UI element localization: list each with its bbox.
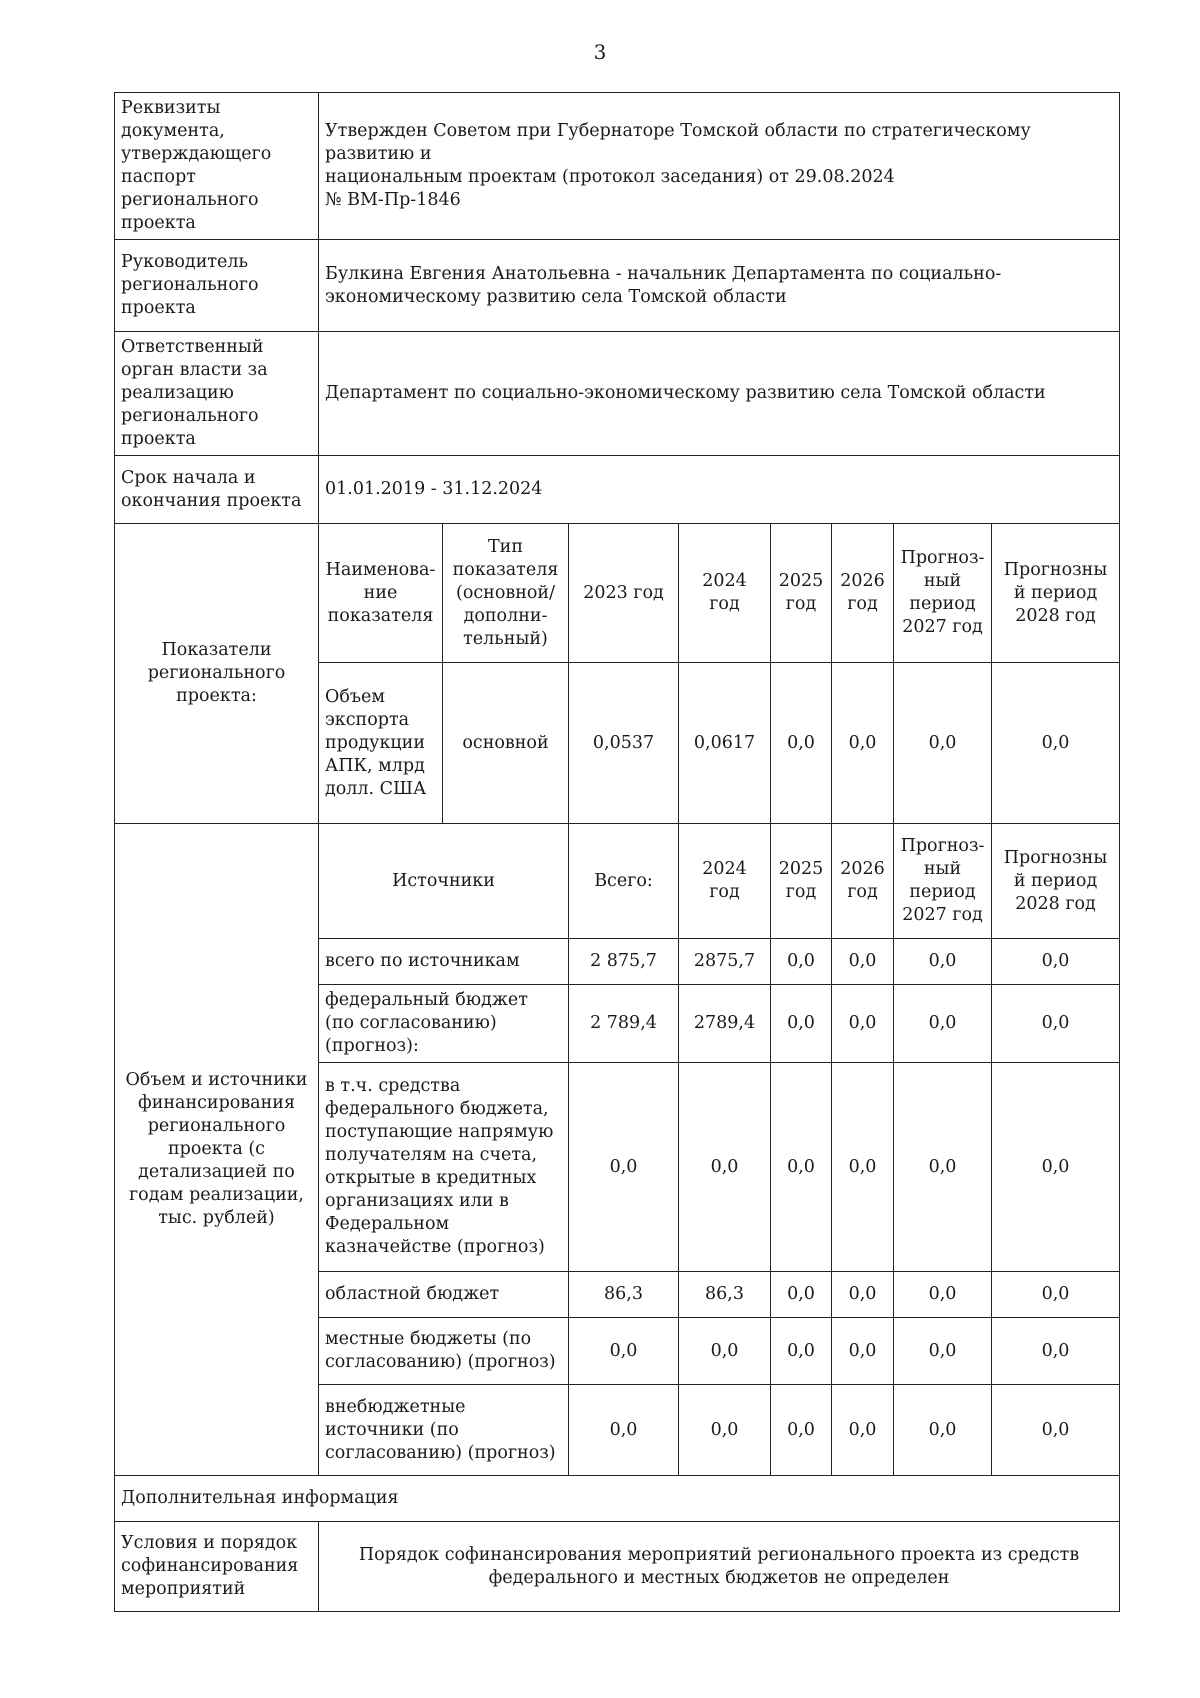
financing-2027: 0,0 (894, 1385, 992, 1476)
financing-source-header: Источники (319, 824, 569, 939)
indicator-2026-value: 0,0 (832, 663, 894, 824)
financing-total-header: Всего: (569, 824, 679, 939)
financing-2027: 0,0 (894, 1318, 992, 1385)
details-value-line: № ВМ-Пр-1846 (325, 190, 461, 210)
financing-2027: 0,0 (894, 985, 992, 1063)
financing-source: внебюджетные источники (по согласованию) (прогноз) (319, 1385, 569, 1476)
financing-2025: 0,0 (771, 1318, 832, 1385)
indicator-2027-header: Прогноз-ный период 2027 год (894, 524, 992, 663)
financing-2025: 0,0 (771, 1063, 832, 1272)
indicator-2023-value: 0,0537 (569, 663, 679, 824)
conditions-label: Условия и порядок софинансирования мероприятий (115, 1522, 319, 1612)
financing-2024: 2789,4 (679, 985, 771, 1063)
financing-2026-header: 2026 год (832, 824, 894, 939)
details-row (115, 93, 1120, 240)
additional-info-label: Дополнительная информация (115, 1476, 1120, 1522)
financing-2026: 0,0 (832, 939, 894, 985)
financing-header-row (115, 824, 1120, 939)
financing-2026: 0,0 (832, 1272, 894, 1318)
indicator-2028-header: Прогнозный период 2028 год (992, 524, 1120, 663)
indicator-2025-header: 2025 год (771, 524, 832, 663)
additional-info-row (115, 1476, 1120, 1522)
financing-2028: 0,0 (992, 939, 1120, 985)
indicators-label: Показатели регионального проекта: (115, 524, 319, 824)
financing-2027-header: Прогноз-ный период 2027 год (894, 824, 992, 939)
financing-source: в т.ч. средства федерального бюджета, поступающие напрямую получателям на счета, открытые в кредитных организациях или в Федеральном казначействе (прогноз) (319, 1063, 569, 1272)
financing-2025: 0,0 (771, 1385, 832, 1476)
financing-2024: 0,0 (679, 1385, 771, 1476)
financing-2026: 0,0 (832, 1318, 894, 1385)
financing-2025: 0,0 (771, 1272, 832, 1318)
term-value: 01.01.2019 - 31.12.2024 (319, 456, 1120, 524)
conditions-row (115, 1522, 1120, 1612)
financing-2026: 0,0 (832, 1385, 894, 1476)
financing-2024: 86,3 (679, 1272, 771, 1318)
financing-2028: 0,0 (992, 1063, 1120, 1272)
financing-total: 0,0 (569, 1385, 679, 1476)
financing-source: областной бюджет (319, 1272, 569, 1318)
page-number: 3 (593, 40, 607, 64)
details-value-line: Утвержден Советом при Губернаторе Томской области по стратегическому развитию и (325, 121, 1031, 164)
indicator-name: Объем экспорта продукции АПК, млрд долл. США (319, 663, 443, 824)
indicator-2028-value: 0,0 (992, 663, 1120, 824)
financing-2028: 0,0 (992, 985, 1120, 1063)
financing-total: 0,0 (569, 1318, 679, 1385)
financing-total: 2 789,4 (569, 985, 679, 1063)
head-row (115, 240, 1120, 332)
financing-2028: 0,0 (992, 1385, 1120, 1476)
indicator-type-header: Тип показателя (основной/ дополни-тельный) (443, 524, 569, 663)
details-label: Реквизиты документа, утверждающего паспорт регионального проекта (115, 93, 319, 240)
financing-2025: 0,0 (771, 939, 832, 985)
head-value: Булкина Евгения Анатольевна - начальник Департамента по социально-экономическому развитию села Томской области (319, 240, 1120, 332)
indicator-2024-header: 2024 год (679, 524, 771, 663)
responsible-body-value: Департамент по социально-экономическому развитию села Томской области (319, 332, 1120, 456)
financing-2024: 2875,7 (679, 939, 771, 985)
financing-2028: 0,0 (992, 1272, 1120, 1318)
indicator-2023-header: 2023 год (569, 524, 679, 663)
indicator-2027-value: 0,0 (894, 663, 992, 824)
financing-2024: 0,0 (679, 1318, 771, 1385)
financing-2025-header: 2025 год (771, 824, 832, 939)
project-passport-table (114, 92, 1120, 1612)
indicator-2025-value: 0,0 (771, 663, 832, 824)
financing-2027: 0,0 (894, 1272, 992, 1318)
conditions-value: Порядок софинансирования мероприятий регионального проекта из средств федерального и местных бюджетов не определен (319, 1522, 1120, 1612)
indicator-type: основной (443, 663, 569, 824)
financing-2027: 0,0 (894, 939, 992, 985)
financing-total: 0,0 (569, 1063, 679, 1272)
indicator-2026-header: 2026 год (832, 524, 894, 663)
financing-2028-header: Прогнозный период 2028 год (992, 824, 1120, 939)
financing-total: 86,3 (569, 1272, 679, 1318)
financing-label: Объем и источники финансирования регионального проекта (с детализацией по годам реализации, тыс. рублей) (115, 824, 319, 1476)
responsible-body-label: Ответственный орган власти за реализацию регионального проекта (115, 332, 319, 456)
financing-2024: 0,0 (679, 1063, 771, 1272)
responsible-body-row (115, 332, 1120, 456)
details-value (319, 93, 1120, 240)
financing-source: федеральный бюджет (по согласованию) (прогноз): (319, 985, 569, 1063)
financing-total: 2 875,7 (569, 939, 679, 985)
financing-source: местные бюджеты (по согласованию) (прогноз) (319, 1318, 569, 1385)
financing-2025: 0,0 (771, 985, 832, 1063)
financing-2026: 0,0 (832, 1063, 894, 1272)
term-row (115, 456, 1120, 524)
term-label: Срок начала и окончания проекта (115, 456, 319, 524)
indicators-header-row (115, 524, 1120, 663)
details-value-line: национальным проектам (протокол заседания) от 29.08.2024 (325, 167, 895, 187)
financing-source: всего по источникам (319, 939, 569, 985)
head-label: Руководитель регионального проекта (115, 240, 319, 332)
financing-2027: 0,0 (894, 1063, 992, 1272)
indicator-name-header: Наименова-ние показателя (319, 524, 443, 663)
indicator-2024-value: 0,0617 (679, 663, 771, 824)
financing-2024-header: 2024 год (679, 824, 771, 939)
financing-2028: 0,0 (992, 1318, 1120, 1385)
financing-2026: 0,0 (832, 985, 894, 1063)
